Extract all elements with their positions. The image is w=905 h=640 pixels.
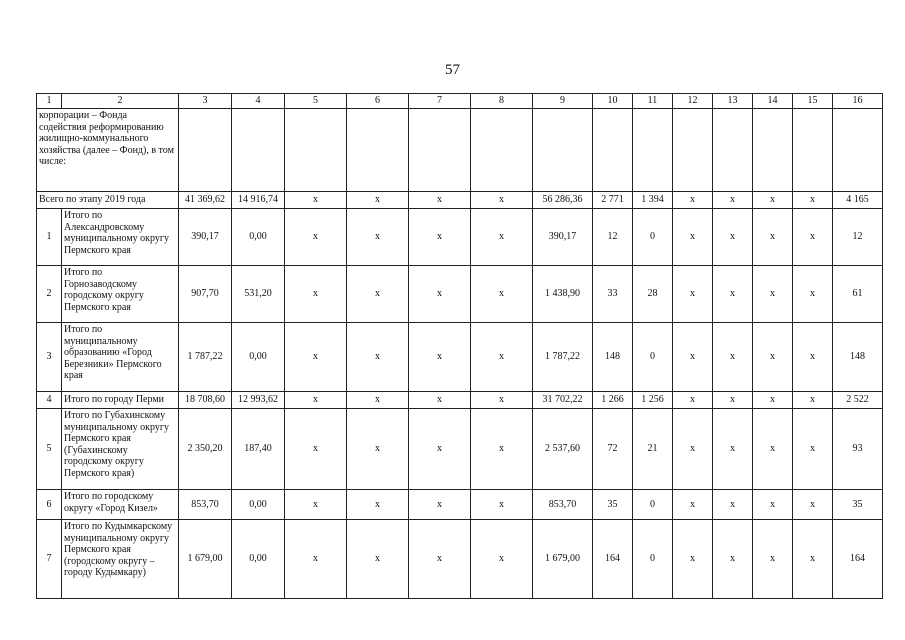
- cell: 0,00: [232, 520, 285, 599]
- header-cell: 9: [533, 94, 593, 109]
- cell: x: [793, 520, 833, 599]
- cell: 148: [833, 323, 883, 392]
- table-row: [37, 490, 883, 520]
- cell: x: [409, 323, 471, 392]
- cell: 28: [633, 266, 673, 323]
- cell: x: [285, 490, 347, 520]
- header-cell: 2: [62, 94, 179, 109]
- cell: x: [713, 490, 753, 520]
- cell: 164: [593, 520, 633, 599]
- cell: 12 993,62: [232, 392, 285, 409]
- cell: x: [793, 209, 833, 266]
- cell: 21: [633, 409, 673, 490]
- cell: 390,17: [533, 209, 593, 266]
- cell: 1 679,00: [533, 520, 593, 599]
- header-cell: 15: [793, 94, 833, 109]
- cell: x: [673, 490, 713, 520]
- header-cell: 6: [347, 94, 409, 109]
- cell: x: [713, 323, 753, 392]
- data-table: [36, 93, 883, 599]
- cell: x: [753, 192, 793, 209]
- cell: x: [471, 392, 533, 409]
- cell: x: [753, 490, 793, 520]
- cell: 12: [593, 209, 633, 266]
- cell: 0,00: [232, 323, 285, 392]
- cell: 35: [833, 490, 883, 520]
- cell: x: [673, 209, 713, 266]
- header-cell: 11: [633, 94, 673, 109]
- cell: 164: [833, 520, 883, 599]
- cell: x: [793, 323, 833, 392]
- cell: x: [713, 266, 753, 323]
- cell: x: [673, 323, 713, 392]
- cell: 0: [633, 323, 673, 392]
- cell: x: [285, 323, 347, 392]
- cell: 0: [633, 490, 673, 520]
- cell: x: [347, 323, 409, 392]
- cell: x: [471, 520, 533, 599]
- cell: 1 679,00: [179, 520, 232, 599]
- cell: 1 438,90: [533, 266, 593, 323]
- table-row: [37, 209, 883, 266]
- row-number: 4: [37, 392, 62, 409]
- cell: 853,70: [533, 490, 593, 520]
- header-cell: 5: [285, 94, 347, 109]
- row-name: Итого по Александровскому муниципальному округу Пермского края: [62, 209, 179, 266]
- header-cell: 3: [179, 94, 232, 109]
- cell: 1 787,22: [533, 323, 593, 392]
- page-number: 57: [445, 62, 460, 78]
- cell: x: [409, 266, 471, 323]
- table-row: [37, 520, 883, 599]
- header-cell: 12: [673, 94, 713, 109]
- cell: x: [793, 392, 833, 409]
- cell: 1 394: [633, 192, 673, 209]
- cell: x: [409, 192, 471, 209]
- row-name: Итого по муниципальному образованию «Город Березники» Пермского края: [62, 323, 179, 392]
- row-number: 3: [37, 323, 62, 392]
- row-name: Итого по городу Перми: [62, 392, 179, 409]
- table-row: [37, 266, 883, 323]
- cell: x: [713, 209, 753, 266]
- cell: x: [793, 409, 833, 490]
- row-number: 5: [37, 409, 62, 490]
- cell: 31 702,22: [533, 392, 593, 409]
- cell: x: [471, 209, 533, 266]
- cell: x: [409, 392, 471, 409]
- cell: x: [793, 192, 833, 209]
- cell: x: [793, 266, 833, 323]
- cell: x: [753, 209, 793, 266]
- cell: x: [347, 490, 409, 520]
- cell: x: [673, 409, 713, 490]
- cell: 148: [593, 323, 633, 392]
- cell: x: [753, 323, 793, 392]
- cell: x: [285, 520, 347, 599]
- column-number-row: [37, 94, 883, 109]
- cell: 0,00: [232, 209, 285, 266]
- cell: x: [347, 266, 409, 323]
- cell: 61: [833, 266, 883, 323]
- cell: 93: [833, 409, 883, 490]
- cell: 0,00: [232, 490, 285, 520]
- cell: 531,20: [232, 266, 285, 323]
- cell: x: [285, 392, 347, 409]
- row-name: Итого по Кудымкарскому муниципальному округу Пермского края (городскому округу – городу Кудымкару): [62, 520, 179, 599]
- cell: 2 522: [833, 392, 883, 409]
- cell: x: [347, 520, 409, 599]
- cell: 1 787,22: [179, 323, 232, 392]
- row-name: Итого по Горнозаводскому городскому округу Пермского края: [62, 266, 179, 323]
- intro-text: корпорации – Фонда содействия реформированию жилищно-коммунального хозяйства (далее – Фонд), в том числе:: [37, 109, 179, 192]
- cell: x: [673, 266, 713, 323]
- header-cell: 8: [471, 94, 533, 109]
- cell: 33: [593, 266, 633, 323]
- cell: x: [673, 520, 713, 599]
- cell: 907,70: [179, 266, 232, 323]
- cell: x: [471, 409, 533, 490]
- cell: x: [409, 520, 471, 599]
- total-label: Всего по этапу 2019 года: [37, 192, 179, 209]
- row-number: 6: [37, 490, 62, 520]
- cell: 2 350,20: [179, 409, 232, 490]
- cell: x: [471, 490, 533, 520]
- header-cell: 7: [409, 94, 471, 109]
- cell: 72: [593, 409, 633, 490]
- row-name: Итого по Губахинскому муниципальному округу Пермского края (Губахинскому городскому округу Пермского края): [62, 409, 179, 490]
- cell: 41 369,62: [179, 192, 232, 209]
- cell: 0: [633, 520, 673, 599]
- cell: x: [347, 392, 409, 409]
- cell: 35: [593, 490, 633, 520]
- cell: x: [673, 192, 713, 209]
- cell: 4 165: [833, 192, 883, 209]
- cell: 390,17: [179, 209, 232, 266]
- cell: x: [285, 209, 347, 266]
- cell: x: [713, 192, 753, 209]
- cell: x: [347, 409, 409, 490]
- cell: 2 771: [593, 192, 633, 209]
- row-number: 2: [37, 266, 62, 323]
- cell: x: [673, 392, 713, 409]
- cell: x: [753, 266, 793, 323]
- cell: x: [713, 520, 753, 599]
- total-row: [37, 192, 883, 209]
- cell: x: [713, 409, 753, 490]
- cell: 1 266: [593, 392, 633, 409]
- cell: x: [409, 409, 471, 490]
- cell: x: [409, 209, 471, 266]
- header-cell: 16: [833, 94, 883, 109]
- cell: x: [753, 392, 793, 409]
- row-number: 1: [37, 209, 62, 266]
- intro-row: [37, 109, 883, 192]
- cell: x: [471, 192, 533, 209]
- cell: 853,70: [179, 490, 232, 520]
- cell: x: [471, 266, 533, 323]
- cell: x: [793, 490, 833, 520]
- table-row: [37, 392, 883, 409]
- cell: 187,40: [232, 409, 285, 490]
- cell: 12: [833, 209, 883, 266]
- cell: x: [347, 192, 409, 209]
- row-name: Итого по городскому округу «Город Кизел»: [62, 490, 179, 520]
- header-cell: 13: [713, 94, 753, 109]
- cell: 56 286,36: [533, 192, 593, 209]
- cell: x: [285, 266, 347, 323]
- cell: x: [713, 392, 753, 409]
- cell: x: [347, 209, 409, 266]
- cell: x: [285, 409, 347, 490]
- header-cell: 1: [37, 94, 62, 109]
- header-cell: 14: [753, 94, 793, 109]
- table-row: [37, 409, 883, 490]
- cell: 2 537,60: [533, 409, 593, 490]
- header-cell: 10: [593, 94, 633, 109]
- cell: x: [471, 323, 533, 392]
- cell: 18 708,60: [179, 392, 232, 409]
- table-row: [37, 323, 883, 392]
- cell: x: [753, 409, 793, 490]
- cell: 14 916,74: [232, 192, 285, 209]
- header-cell: 4: [232, 94, 285, 109]
- cell: 1 256: [633, 392, 673, 409]
- cell: x: [753, 520, 793, 599]
- cell: 0: [633, 209, 673, 266]
- cell: x: [285, 192, 347, 209]
- cell: x: [409, 490, 471, 520]
- row-number: 7: [37, 520, 62, 599]
